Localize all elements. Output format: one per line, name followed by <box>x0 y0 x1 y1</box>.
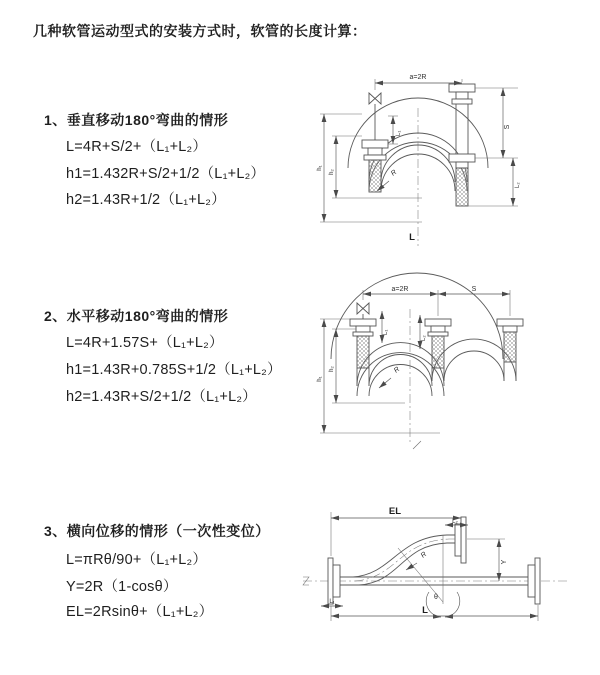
formula: L=4R+1.57S+（L₁+L₂） <box>66 335 224 351</box>
dim-label-s: S <box>504 124 511 130</box>
page-title: 几种软管运动型式的安装方式时，软管的长度计算： <box>33 23 367 39</box>
flange <box>425 319 451 326</box>
section-2-heading: 2、水平移动180°弯曲的情形 <box>44 308 229 324</box>
formula: L=4R+S/2+（L₁+L₂） <box>66 139 208 155</box>
section-3-heading: 3、横向位移的情形（一次性变位） <box>44 523 270 539</box>
dimension-l <box>331 605 538 621</box>
dim-label-h2: h₂ <box>329 366 335 372</box>
radius-callout <box>379 366 401 388</box>
radius-label: R <box>392 365 402 375</box>
right-flange <box>528 558 540 604</box>
formula: h1=1.432R+S/2+1/2（L₁+L₂） <box>66 166 266 182</box>
formula: EL=2Rsinθ+（L₁+L₂） <box>66 604 214 620</box>
right-pipe-assembly <box>449 84 475 206</box>
formula: h2=1.43R+S/2+1/2（L₁+L₂） <box>66 389 257 405</box>
flange <box>350 319 376 326</box>
dimension-l1-l2 <box>382 311 427 349</box>
dimension-span-and-s <box>363 286 510 316</box>
flange <box>449 154 475 162</box>
radius-label: R <box>389 168 399 178</box>
dim-label-l: L <box>422 605 428 616</box>
dim-label-l2: L₂ <box>452 519 458 525</box>
flange <box>449 84 475 92</box>
dim-label-span: a=2R <box>391 286 409 293</box>
dim-label-l2: L₂ <box>421 335 427 341</box>
dim-label-el: EL <box>388 506 402 517</box>
dimension-l1 <box>321 599 343 606</box>
braided-hose-section <box>357 336 369 368</box>
braided-hose-section <box>369 160 381 192</box>
left-flange <box>328 558 340 604</box>
dim-label-l1: L₁ <box>383 329 389 335</box>
dim-label-l1: L₁ <box>329 599 335 605</box>
formula: L=πRθ/90+（L₁+L₂） <box>66 552 208 568</box>
dim-label-y: Y <box>501 559 508 565</box>
dim-label-h2: h₂ <box>329 169 335 175</box>
right-pipe-assembly <box>497 319 523 381</box>
radius-label: R <box>419 550 429 560</box>
angle-label: θ <box>434 594 438 601</box>
valve-icon <box>357 303 369 314</box>
dim-label-h1: h₁ <box>317 376 323 382</box>
dimension-y <box>467 539 508 581</box>
diagram-horizontal-180-bend <box>300 283 545 463</box>
flange <box>362 140 388 148</box>
dimension-s-and-l2 <box>468 88 521 206</box>
dim-label-span: a=2R <box>409 74 427 81</box>
valve-icon <box>369 93 381 104</box>
dimension-l1 <box>388 116 402 144</box>
dim-label-l2: L₂ <box>515 182 521 188</box>
formula: h1=1.43R+0.785S+1/2（L₁+L₂） <box>66 362 282 378</box>
bottom-tick <box>413 441 421 449</box>
section-1-heading: 1、垂直移动180°弯曲的情形 <box>44 112 229 128</box>
dim-label-s: S <box>471 286 477 293</box>
formula: Y=2R（1-cosθ） <box>66 579 178 595</box>
diagram-vertical-180-bend <box>300 64 540 260</box>
left-pipe-assembly <box>362 93 388 192</box>
braided-hose-section <box>456 168 468 206</box>
s-curve-hose <box>353 535 455 585</box>
braided-hose-section <box>504 332 516 362</box>
length-label: L <box>409 232 415 243</box>
braided-hose-section <box>432 336 444 368</box>
dimension-el <box>331 506 461 556</box>
dim-label-l1: L₁ <box>396 130 402 136</box>
dim-label-h1: h₁ <box>317 165 323 171</box>
formula: h2=1.43R+1/2（L₁+L₂） <box>66 192 226 208</box>
radius-callout <box>406 551 428 570</box>
diagram-lateral-displacement <box>295 498 575 658</box>
flange <box>497 319 523 326</box>
